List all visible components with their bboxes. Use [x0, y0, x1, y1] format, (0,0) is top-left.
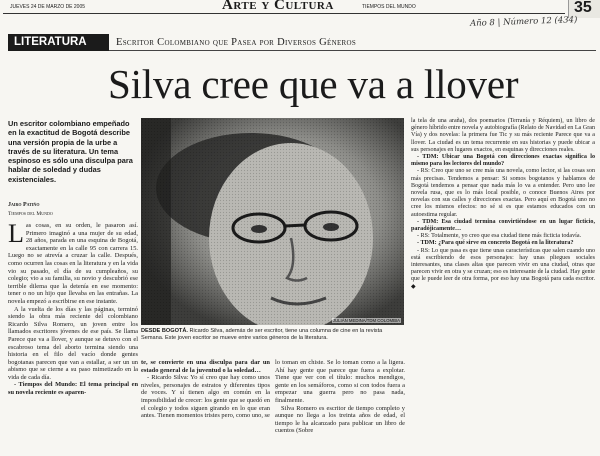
- col2-paragraph-2: - Ricardo Silva: Yo sí creo que hay como unos niveles, personajes de estratos y diferentes tipos de voces. Y sí tienen algo en común en la imposibilidad de crecer: los gente que se quedó en el colegio y todos siguen girando en lo que eran antes. Tienen momentos tristes pero, como uno, se: [141, 374, 270, 420]
- caption-text: Ricardo Silva, además de ser escritor, tiene una columna de cine en la revista Semana. Este joven escritor se mueve entre varios géneros de la literatura.: [141, 328, 383, 341]
- col1-paragraph-1: [8, 219, 138, 306]
- col4-paragraph-1: la tela de una araña), dos poemarios (Terranía y Réquiem), un libro de género híbrido entre novela y autobiografía (Relato de Navidad en La Gran Vía) y dos novelas: la primera fue Tic y su más reciente Parece que va a llover. La ciudad es un tema recurrente en sus historias y puede ubicar a sus personajes en lugares exactos, en esquinas y direcciones reales.: [411, 118, 595, 153]
- col4-question-3: - TDM: ¿Para qué sirve en concreto Bogotá en la literatura?: [417, 240, 574, 247]
- col4-question-2: - TDM: Esa ciudad termina convirtiéndose en un lugar ficticio, paradójicamente…: [411, 218, 595, 233]
- column-3: [275, 359, 405, 435]
- col4-answer-2: - RS: Totalmente, yo creo que esa ciudad tiene más ficticia todavía.: [417, 233, 582, 240]
- col4-answer-3: - RS: Lo que pasa es que tiene unas características que salen cuando uno está escribiendo de esos personajes: hay unas pliegues sociales interesantes, una clases altas que parecen vivir en una ciudad, otras que parecen vivir en otra y se cruzan; eso es interesante de la ciudad. Hay gente que le puede leer de otra forma, por eso hay una Bogotá para cada escritor. ◆: [411, 247, 595, 290]
- column-4: [411, 118, 595, 291]
- drop-cap: L: [8, 219, 24, 248]
- issue-date: JUEVES 24 DE MARZO DE 2005: [10, 4, 86, 10]
- col4-answer-1: - RS: Creo que uno se cree más una novela, como lector, si las cosas son más precisas. Tendemos a pensar: Si somos bogotanos y hablamos de Bogotá tendemos a pensar que nada más lo va a entender. Pero uno lee novela rusa, que es lo más local posible, o conoce Buenos Aires por novelas con sus calles y direcciones exactas. Pero aquí en Bogotá uno no cree los mismos efectos: no sé si es que estamos educados con un autoestima regular.: [411, 168, 595, 218]
- lead-paragraph: Un escritor colombiano empeñado en la exactitud de Bogotá describe una versión propia de la urbe a través de su literatura. Un tema espinoso es sólo una disculpa para hablar de soledad y dudas existenciales.: [8, 119, 133, 184]
- col1-p1-text: as cosas, en su orden, le pasaron así. Primero imaginó a una mujer de su edad, 28 años, parada en una esquina de Bogotá, exactamente en la calle 95 con carrera 15. Luego no se atrevía a cruzar la calle. Después, como ocurren las cosas en la literatura y en la vida vio su pasado, el día de su cumpleaños, su colegio; vio a su familia, su novio y descubrió ese terrible dilema que la detenía en ese momento: tener o no un hijo que llevaba en las entrañas. La novela empezó a escribirse en ese instante.: [8, 222, 138, 305]
- column-2: [141, 359, 270, 420]
- column-1: [8, 219, 138, 397]
- headline: Silva cree que va a llover: [108, 61, 519, 107]
- kicker-label: LITERATURA: [8, 34, 109, 51]
- photo-credit: JULIÁN MEDINA/TDM COLOMBIA: [332, 318, 400, 323]
- kicker-rule: [109, 50, 596, 51]
- photo-caption: [141, 328, 406, 342]
- col1-paragraph-2: A la vuelta de los días y las páginas, terminó siendo la obra más reciente del colombiano Ricardo Silva Romero, un joven entre los llamados escritores jóvenes de ese país. Se llama Parece que va a llover, y aunque se detuvo con el escabroso tema del aborto termina siendo una historia en el filo del vacío donde gentes bogotanas parecen que van a estallar, a ser un un abismo que se cierne a su paso mimetizado en la vida de cada día.: [8, 305, 138, 381]
- col2-paragraph-1: te, se convierte en una disculpa para dar un estado general de la juventud o la soledad…: [141, 359, 270, 374]
- byline-author: Jairo Patiño: [8, 202, 40, 208]
- article-photo: [141, 118, 404, 325]
- kicker-subtitle: Escritor Colombiano que Pasea por Diversos Géneros: [116, 37, 357, 48]
- page-number: 35: [574, 0, 592, 16]
- section-title: Arte y Cultura: [222, 0, 334, 13]
- col3-paragraph-2: Silva Romero es escritor de tiempo completo y aunque no llega a los treinta años de edad, el tiempo le ha alcanzado para publicar un libro de cuentos (Sobre: [275, 404, 405, 435]
- col3-paragraph-1: lo toman en chiste. Se lo toman como a la ligera. Ahí hay gente que parece que fuera a explotar. Tiene que ver con el título: muchos mendigos, gente en los semáforos, como si con todos fuera a empezar una guerra pero no pasa nada, finalmente.: [275, 359, 405, 404]
- newspaper-name: TIEMPOS DEL MUNDO: [362, 4, 416, 10]
- caption-label: DESDE BOGOTÁ.: [141, 328, 188, 334]
- portrait-photo-graphic: [141, 118, 404, 325]
- byline-outlet: Tiempos del Mundo: [8, 211, 53, 217]
- handwritten-note: Año 8 | Número 12 (434): [469, 15, 578, 29]
- col1-paragraph-3: - Tiempos del Mundo: El tema principal en su novela reciente es aparen-: [8, 381, 138, 397]
- col4-question-1: - TDM: Ubicar una Bogotá con direcciones exactas significa lo mismo para los lectores del mundo?: [411, 154, 595, 168]
